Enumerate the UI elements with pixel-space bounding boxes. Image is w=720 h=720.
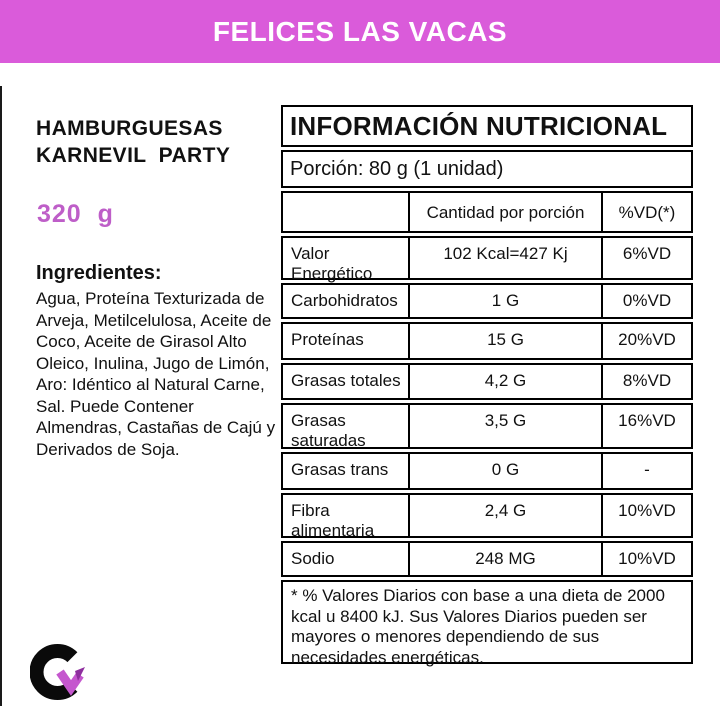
nutrient-dv: 16%VD <box>618 411 676 430</box>
nutrient-dv: 0%VD <box>622 291 672 310</box>
nutrient-label: Carbohidratos <box>283 285 410 317</box>
column-header-dv: %VD(*) <box>618 203 676 222</box>
column-header-blank <box>283 193 410 231</box>
nutrient-amount: 2,4 G <box>410 495 603 536</box>
logo-c-check-icon <box>30 638 96 704</box>
allergen-statement: Puede Contener Almendras, Castañas de Cajú y Derivados de Soja. <box>36 396 276 459</box>
column-header-row <box>281 191 693 233</box>
product-name-line1: HAMBURGUESAS <box>36 117 223 140</box>
ingredients-text <box>36 288 282 460</box>
portion-row <box>281 150 693 188</box>
nutrient-dv: 6%VD <box>622 244 672 263</box>
nutrient-label: Grasas trans <box>283 454 410 488</box>
nutrient-amount: 248 MG <box>410 543 603 575</box>
product-name <box>36 115 276 169</box>
net-weight: 320 g <box>37 200 114 228</box>
table-row <box>281 493 693 538</box>
nutrient-dv: 10%VD <box>618 549 676 568</box>
nutrient-amount: 15 G <box>410 324 603 358</box>
nutrient-label: Valor Energético <box>283 238 410 278</box>
brand-header <box>0 0 720 63</box>
table-row <box>281 452 693 490</box>
brand-logo <box>30 638 96 704</box>
nutrient-label: Proteínas <box>283 324 410 358</box>
nutrient-amount: 4,2 G <box>410 365 603 398</box>
nutrient-amount: 3,5 G <box>410 405 603 447</box>
ingredients-list: Agua, Proteína Texturizada de Arveja, Metilcelulosa, Aceite de Coco, Aceite de Girasol Alto Oleico, Inulina, Jugo de Limón, Aro: Idéntico al Natural Carne, Sal. <box>36 289 272 416</box>
nutrient-label: Fibra alimentaria <box>283 495 410 536</box>
nutrition-table <box>281 105 693 667</box>
nutrient-label: Grasas totales <box>283 365 410 398</box>
nutrient-label: Sodio <box>283 543 410 575</box>
nutrition-table-title: INFORMACIÓN NUTRICIONAL <box>290 110 668 141</box>
nutrient-amount: 102 Kcal=427 Kj <box>410 238 603 278</box>
brand-name: FELICES LAS VACAS <box>212 15 508 47</box>
nutrition-table-title-box <box>281 105 693 147</box>
nutrient-dv: 20%VD <box>618 330 676 349</box>
ingredients-heading: Ingredientes: <box>36 262 162 284</box>
table-row <box>281 236 693 283</box>
left-edge-rule <box>0 86 2 706</box>
nutrient-dv: - <box>644 460 650 479</box>
nutrient-dv: 8%VD <box>622 371 672 390</box>
portion-text: Porción: 80 g (1 unidad) <box>290 157 504 180</box>
table-row <box>281 322 693 360</box>
nutrient-amount: 0 G <box>410 454 603 488</box>
table-row <box>281 541 693 577</box>
table-row <box>281 283 693 319</box>
product-name-line2: KARNEVIL PARTY <box>36 144 231 167</box>
column-header-amount: Cantidad por porción <box>410 193 603 231</box>
table-row <box>281 403 693 449</box>
nutrient-label: Grasas saturadas <box>283 405 410 447</box>
nutrient-dv: 10%VD <box>618 501 676 520</box>
table-row <box>281 363 693 400</box>
daily-values-footnote: * % Valores Diarios con base a una dieta de 2000 kcal u 8400 kJ. Sus Valores Diarios pueden ser mayores o menores dependiendo de sus necesidades energéticas. <box>281 580 693 664</box>
nutrient-amount: 1 G <box>410 285 603 317</box>
